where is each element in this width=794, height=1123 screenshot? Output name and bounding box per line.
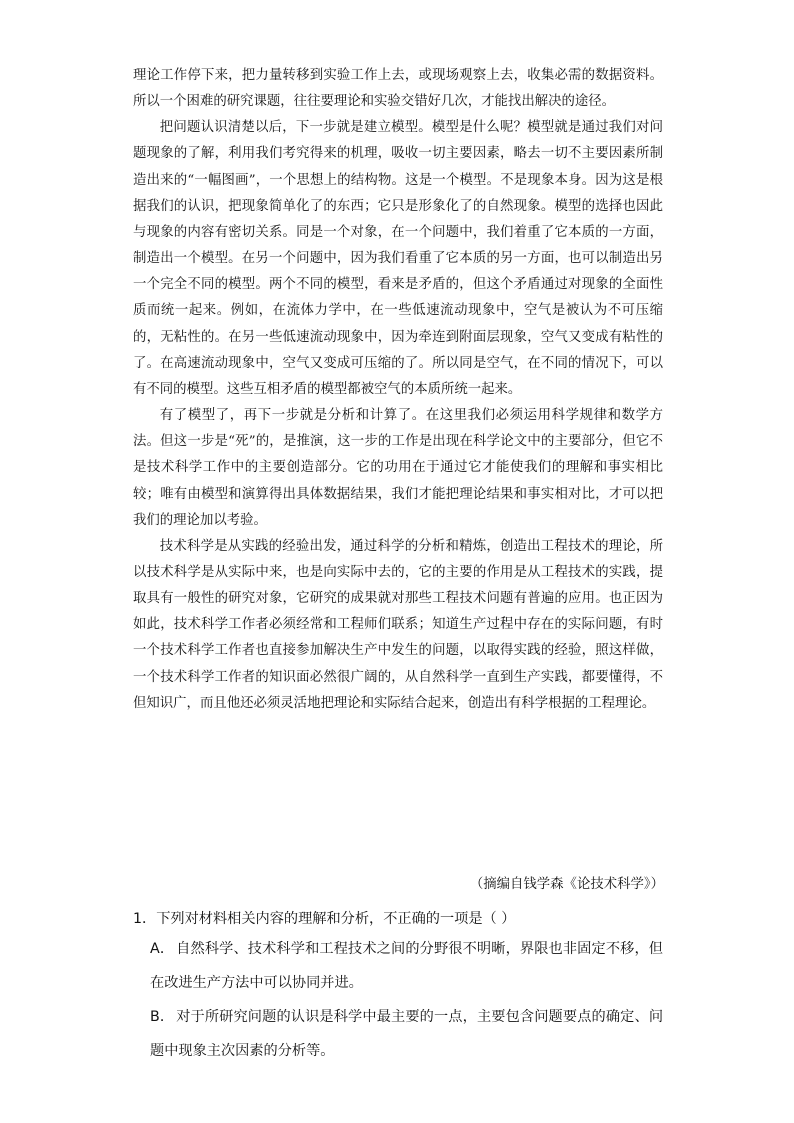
option-b[interactable] [133,1000,663,1068]
passage-paragraph: 理论工作停下来，把力量转移到实验工作上去，或现场观察上去，收集必需的数据资料。所以一个困难的研究课题，往往要理论和实验交错好几次，才能找出解决的途径。 [133,68,663,110]
passage-text [133,63,663,717]
passage-paragraph: 有了模型了，再下一步就是分析和计算了。在这里我们必须运用科学规律和数学方法。但这一步是“死”的，是推演，这一步的工作是出现在科学论文中的主要部分，但它不是技术科学工作中的主要创造部分。它的功用在于通过它才能使我们的理解和事实相比较；唯有由模型和演算得出具体数据结果，我们才能把理论结果和事实相对比，才可以把我们的理论加以考验。 [133,408,663,528]
passage-paragraph: 把问题认识清楚以后，下一步就是建立模型。模型是什么呢？模型就是通过我们对问题现象的了解，利用我们考究得来的机理，吸收一切主要因素，略去一切不主要因素所制造出来的“一幅图画”，一个思想上的结构物。这是一个模型。不是现象本身。因为这是根据我们的认识，把现象简单化了的东西；它只是形象化了的自然现象。模型的选择也因此与现象的内容有密切关系。同是一个对象，在一个问题中，我们着重了它本质的一方面，制造出一个模型。在另一个问题中，因为我们看重了它本质的另一方面，也可以制造出另一个完全不同的模型。两个不同的模型，看来是矛盾的，但这个矛盾通过对现象的全面性质而统一起来。例如，在流体力学中，在一些低速流动现象中，空气是被认为不可压缩的，无粘性的。在另一些低速流动现象中，因为牵连到附面层现象，空气又变成有粘性的了。在高速流动现象中，空气又变成可压缩的了。所以同是空气，在不同的情况下，可以有不同的模型。这些互相矛盾的模型都被空气的本质所统一起来。 [133,120,663,397]
option-a[interactable] [133,932,663,1000]
question-stem: 1．下列对材料相关内容的理解和分析，不正确的一项是（ ） [133,911,516,927]
option-label: B． [150,1009,175,1025]
option-text: 自然科学、技术科学和工程技术之间的分野很不明晰，界限也非固定不移，但在改进生产方法中可以协同并进。 [150,941,663,991]
question-block [133,906,663,1068]
passage-source: （摘编自钱学森《论技术科学》） [469,877,664,892]
passage-paragraph: 技术科学是从实践的经验出发，通过科学的分析和精炼，创造出工程技术的理论，所以技术科学是从实际中来，也是向实际中去的，它的主要的作用是从工程技术的实践，提取具有一般性的研究对象，它研究的成果就对那些工程技术问题有普遍的应用。也正因为如此，技术科学工作者必须经常和工程师们联系；知道生产过程中存在的实际问题，有时一个技术科学工作者也直接参加解决生产中发生的问题，以取得实践的经验，照这样做，一个技术科学工作者的知识面必然很广阔的，从自然科学一直到生产实践，都要懂得，不但知识广，而且他还必须灵活地把理论和实际结合起来，创造出有科学根据的工程理论。 [133,538,663,711]
option-text: 对于所研究问题的认识是科学中最主要的一点，主要包含问题要点的确定、问题中现象主次因素的分析等。 [150,1009,664,1059]
option-label: A． [150,941,175,957]
